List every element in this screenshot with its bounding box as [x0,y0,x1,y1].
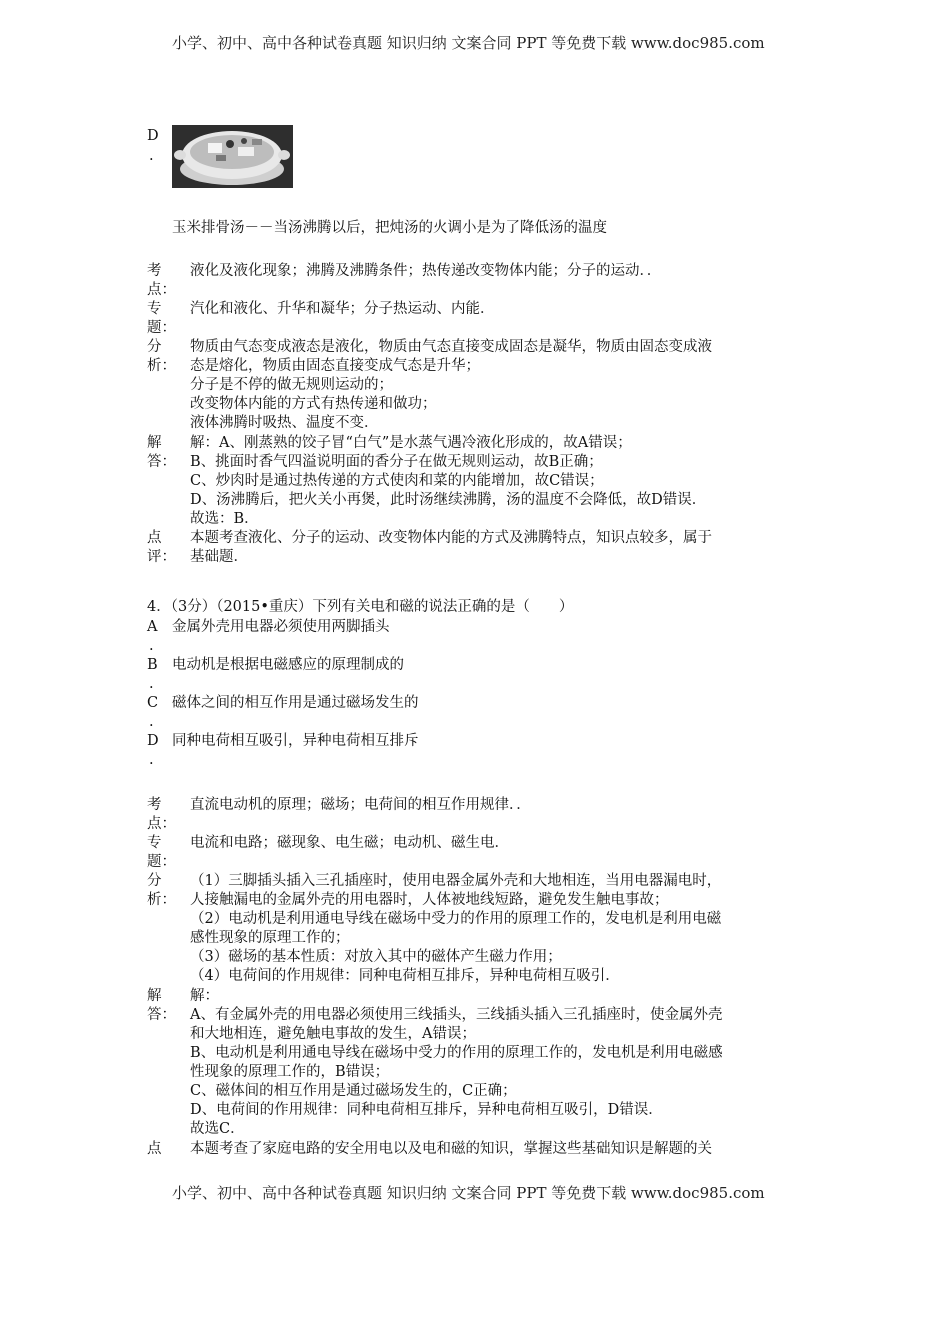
q4-option-d-text: 同种电荷相互吸引，异种电荷相互排斥 [172,733,419,749]
q3-dianping-label: 点评： [147,530,176,565]
q4-option-a-dot: . [149,638,154,654]
q4-jieda-line: C、磁体间的相互作用是通过磁场发生的，C正确； [190,1083,517,1099]
q4-fenxi-line: （3）磁场的基本性质：对放入其中的磁体产生磁力作用； [190,949,562,965]
q4-jieda-line: 故选C． [190,1121,245,1137]
q4-option-b-text: 电动机是根据电磁感应的原理制成的 [172,657,404,673]
q4-kaodian-label: 考点： [147,797,176,832]
q3-dianping-line: 基础题． [190,549,248,565]
q3-zhuanti-label: 专题： [147,301,176,336]
q3-jieda-line: D、汤沸腾后，把火关小再煲，此时汤继续沸腾，汤的温度不会降低，故D错误． [190,492,707,508]
q4-option-d-dot: . [149,752,154,768]
page-header: 小学、初中、高中各种试卷真题 知识归纳 文案合同 PPT 等免费下载 www.doc985.com [172,34,765,52]
q3-jieda-label: 解答： [147,435,176,470]
q3-kaodian-text: 液化及液化现象；沸腾及沸腾条件；热传递改变物体内能；分子的运动．． [190,263,662,279]
page-footer: 小学、初中、高中各种试卷真题 知识归纳 文案合同 PPT 等免费下载 www.doc985.com [172,1184,765,1202]
q4-option-a-text: 金属外壳用电器必须使用两脚插头 [172,619,390,635]
q4-fenxi-line: （4）电荷间的作用规律：同种电荷相互排斥，异种电荷相互吸引． [190,968,620,984]
q4-dianping-text: 本题考查了家庭电路的安全用电以及电和磁的知识，掌握这些基础知识是解题的关 [190,1141,712,1157]
soup-photo [172,125,293,188]
q3-zhuanti-text: 汽化和液化、升华和凝华；分子热运动、内能． [190,301,495,317]
q3-option-d-text: 玉米排骨汤－－当汤沸腾以后，把炖汤的火调小是为了降低汤的温度 [172,220,607,236]
q4-zhuanti-text: 电流和电路；磁现象、电生磁；电动机、磁生电． [190,835,509,851]
q3-kaodian-label: 考点： [147,263,176,298]
q4-option-a-letter: A [147,619,158,635]
q4-fenxi-line: 感性现象的原理工作的； [190,930,350,946]
q4-dianping-label: 点 [147,1141,162,1157]
q3-jieda-line: C、炒肉时是通过热传递的方式使肉和菜的内能增加，故C错误； [190,473,604,489]
q4-option-b-dot: . [149,676,154,692]
q3-fenxi-line: 分子是不停的做无规则运动的； [190,377,393,393]
q3-fenxi-label: 分析： [147,339,176,374]
q3-fenxi-line: 态是熔化，物质由固态直接变成气态是升华； [190,358,480,374]
q4-kaodian-text: 直流电动机的原理；磁场；电荷间的相互作用规律．． [190,797,531,813]
q3-dianping-line: 本题考查液化、分子的运动、改变物体内能的方式及沸腾特点，知识点较多，属于 [190,530,712,546]
q4-jieda-line: 解： [190,988,219,1004]
q4-jieda-line: A、有金属外壳的用电器必须使用三线插头，三线插头插入三孔插座时，使金属外壳 [190,1007,723,1023]
q4-fenxi-line: （1）三脚插头插入三孔插座时，使用电器金属外壳和大地相连，当用电器漏电时， [190,873,722,889]
q4-option-c-dot: . [149,714,154,730]
q4-fenxi-line: 人接触漏电的金属外壳的用电器时，人体被地线短路，避免发生触电事故； [190,892,669,908]
q4-stem: 4．（3分）（2015•重庆）下列有关电和磁的说法正确的是（ ） [147,599,574,615]
q3-fenxi-line: 改变物体内能的方式有热传递和做功； [190,396,437,412]
q4-option-b-letter: B [147,657,158,673]
q4-jieda-line: 和大地相连，避免触电事故的发生，A错误； [190,1026,476,1042]
q4-zhuanti-label: 专题： [147,835,176,870]
q4-jieda-line: D、电荷间的作用规律：同种电荷相互排斥，异种电荷相互吸引，D错误． [190,1102,663,1118]
q4-option-c-letter: C [147,695,159,711]
q3-option-d-dot: . [149,148,154,164]
q3-jieda-line: 故选：B． [190,511,259,527]
q3-fenxi-line: 液体沸腾时吸热、温度不变． [190,415,379,431]
q4-fenxi-label: 分析： [147,873,176,908]
q3-fenxi-line: 物质由气态变成液态是液化，物质由气态直接变成固态是凝华，物质由固态变成液 [190,339,712,355]
q4-jieda-line: B、电动机是利用通电导线在磁场中受力的作用的原理工作的，发电机是利用电磁感 [190,1045,723,1061]
q4-jieda-label: 解答： [147,988,176,1023]
q4-option-d-letter: D [147,733,159,749]
q3-jieda-line: 解：A、刚蒸熟的饺子冒“白气”是水蒸气遇冷液化形成的，故A错误； [190,435,632,451]
q3-jieda-line: B、挑面时香气四溢说明面的香分子在做无规则运动，故B正确； [190,454,603,470]
q4-option-c-text: 磁体之间的相互作用是通过磁场发生的 [172,695,419,711]
q4-jieda-line: 性现象的原理工作的，B错误； [190,1064,390,1080]
q4-fenxi-line: （2）电动机是利用通电导线在磁场中受力的作用的原理工作的，发电机是利用电磁 [190,911,722,927]
q3-option-d-letter: D [147,128,159,144]
